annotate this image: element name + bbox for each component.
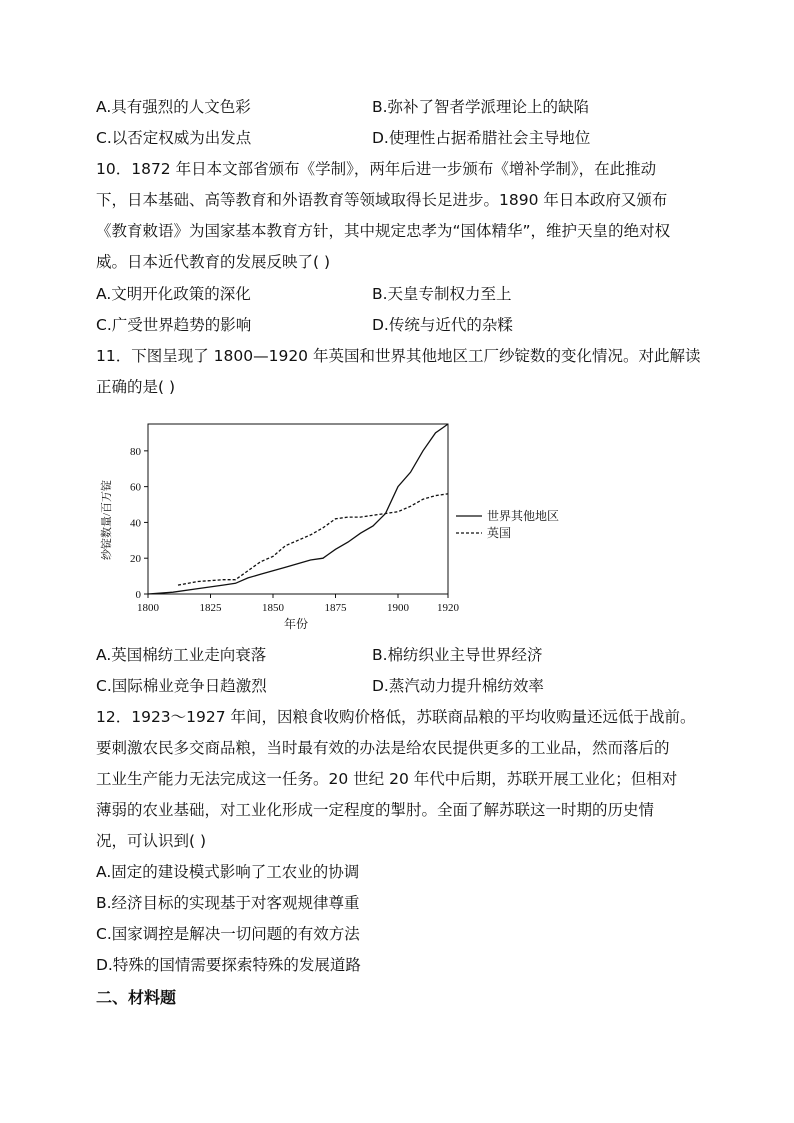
chart-x-axis-label: 年份 [283,617,309,631]
q10-option-c: C.广受世界趋势的影响 [96,316,252,334]
y-tick-label: 0 [135,589,141,601]
y-tick-label: 60 [130,481,141,494]
q12-option-d: D.特殊的国情需要探索特殊的发展道路 [96,956,361,974]
chart-series [148,424,448,594]
x-tick-label: 1875 [324,602,347,614]
q10-option-a: A.文明开化政策的深化 [96,285,251,303]
x-tick-label: 1850 [262,602,284,614]
x-tick-label: 1800 [137,602,159,614]
q12-option-b: B.经济目标的实现基于对客观规律尊重 [96,894,360,912]
q10-option-d: D.传统与近代的杂糅 [372,316,513,334]
q12-option-c: C.国家调控是解决一切问题的有效方法 [96,925,360,943]
x-tick-label: 1825 [199,602,222,614]
q9-option-c: C.以否定权威为出发点 [96,129,252,147]
q12-stem-line-3: 工业生产能力无法完成这一任务。20 世纪 20 年代中后期，苏联开展工业化；但相对 [96,770,678,788]
y-tick-label: 20 [130,553,141,566]
q9-option-a: A.具有强烈的人文色彩 [96,98,251,116]
q11-stem-line-2: 正确的是( ) [96,378,176,396]
series-line-1 [148,424,448,594]
x-tick-label: 1920 [437,602,459,614]
q10-stem-line-1: 10．1872 年日本文部省颁布《学制》，两年后进一步颁布《增补学制》，在此推动 [96,160,657,178]
q12-stem-line-5: 况，可认识到( ) [96,832,207,850]
y-tick-label: 80 [130,445,141,458]
section-title-materials: 二、材料题 [96,988,177,1007]
chart-ticks [130,446,460,614]
q10-stem-line-3: 《教育敕语》为国家基本教育方针，其中规定忠孝为“国体精华”，维护天皇的绝对权 [96,222,671,240]
q12-stem-line-2: 要刺激农民多交商品粮，当时最有效的办法是给农民提供更多的工业品，然而落后的 [96,739,670,757]
legend-label-1: 世界其他地区 [487,509,560,523]
q12-option-a: A.固定的建设模式影响了工农业的协调 [96,863,360,881]
q9-option-b: B.弥补了智者学派理论上的缺陷 [372,98,590,116]
q10-stem-line-2: 下，日本基础、高等教育和外语教育等领域取得长足进步。1890 年日本政府又颁布 [96,191,668,209]
q9-option-d: D.使理性占据希腊社会主导地位 [372,129,591,147]
q11-stem-line-1: 11．下图呈现了 1800—1920 年英国和世界其他地区工厂纱锭数的变化情况。对此解读 [96,347,701,365]
x-tick-label: 1900 [387,602,409,614]
q10-stem-line-4: 威。日本近代教育的发展反映了( ) [96,253,331,271]
q11-option-c: C.国际棉业竞争日趋激烈 [96,677,267,695]
q11-option-a: A.英国棉纺工业走向衰落 [96,646,267,664]
q11-option-d: D.蒸汽动力提升棉纺效率 [372,677,544,695]
legend-label-2: 英国 [487,526,512,540]
chart-legend [456,508,559,540]
y-tick-label: 40 [130,517,141,530]
q10-option-b: B.天皇专制权力至上 [372,285,512,303]
q12-stem-line-4: 薄弱的农业基础，对工业化形成一定程度的掣肘。全面了解苏联这一时期的历史情 [96,801,655,819]
q11-option-b: B.棉纺织业主导世界经济 [372,646,543,664]
plot-frame [148,424,448,594]
series-line-2 [178,494,448,585]
spindle-line-chart [96,412,576,634]
q12-stem-line-1: 12．1923～1927 年间，因粮食收购价格低，苏联商品粮的平均收购量还远低于战前。 [96,708,696,726]
chart-axes [148,424,448,594]
chart-y-axis-label: 纱锭数量/百万锭 [101,479,113,561]
